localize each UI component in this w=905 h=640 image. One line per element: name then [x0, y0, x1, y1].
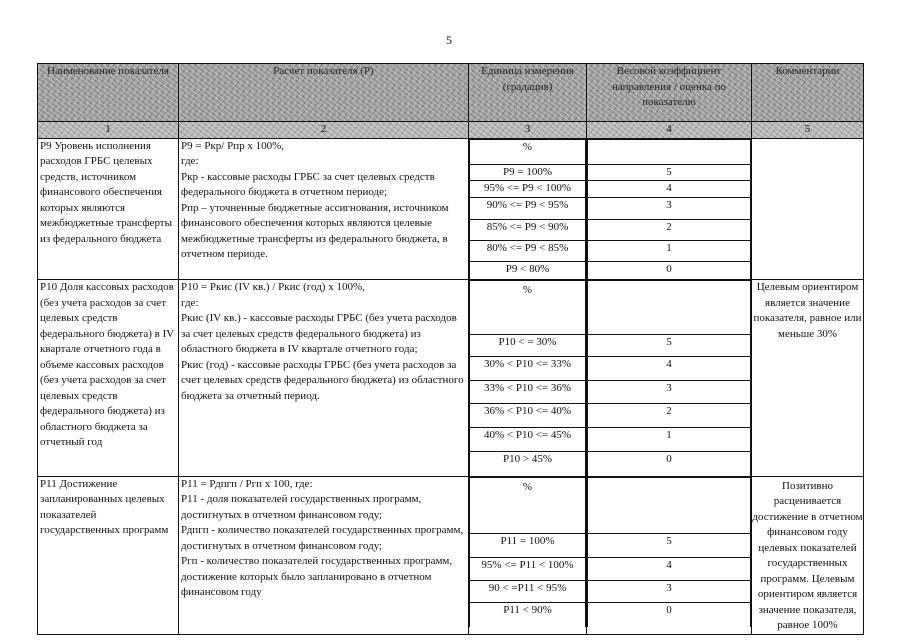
- comment-cell: [752, 280, 864, 477]
- grade-range: Р10 > 45%: [470, 452, 586, 476]
- column-number-row: [38, 122, 864, 139]
- unit-label: %: [470, 139, 586, 164]
- grade-score: 5: [588, 164, 751, 181]
- grade-score: 0: [588, 602, 751, 627]
- grade-range: 90 < =Р11 < 95%: [470, 580, 586, 602]
- score-cell: [587, 138, 752, 280]
- calculation-cell: [179, 476, 469, 634]
- score-list: [587, 477, 751, 628]
- grade-score: 4: [588, 357, 751, 381]
- score-cell: [587, 476, 752, 634]
- grade-list: [469, 280, 586, 476]
- comment-cell: [752, 476, 864, 634]
- grade-score: 5: [588, 533, 751, 557]
- comment-cell: [752, 138, 864, 280]
- indicator-name-cell: [38, 280, 179, 477]
- table-row: [38, 476, 864, 634]
- header-calculation: Расчет показателя (Р): [179, 64, 469, 122]
- score-blank: [588, 281, 751, 335]
- grade-range: 33% < Р10 <= 36%: [470, 381, 586, 404]
- calculation-cell: [179, 280, 469, 477]
- unit-label: %: [470, 477, 586, 533]
- indicator-name: Р9 Уровень исполнения расходов ГРБС целевых средств, источником финансового обеспечения которых являются межбюджетные трансферты из федерального бюджета: [40, 139, 172, 245]
- header-comments: Комментарии: [752, 64, 864, 122]
- indicator-name-cell: [38, 138, 179, 280]
- score-blank: [588, 477, 751, 533]
- table-row: [38, 138, 864, 280]
- grade-score: 1: [588, 428, 751, 452]
- grade-range: Р9 < 80%: [470, 261, 586, 279]
- grade-score: 4: [588, 181, 751, 198]
- page-number: 5: [446, 33, 452, 47]
- calculation-text: Р11 = Рдпгп / Ргп х 100, где: Р11 - доля показателей государственных программ, достигнутых в отчетном финансовом году; Рдпгп - количество показателей государственных программ, достигнутых в отчетном финансовом году; Ргп - количество показателей государственных программ, достижение которых было запланировано в отчетном финансовом году: [181, 477, 464, 598]
- grade-score: 4: [588, 557, 751, 580]
- grade-score: 3: [588, 197, 751, 219]
- header-indicator-name: Наименование показателя: [38, 64, 179, 122]
- header-unit: Единица измерения (градация): [469, 64, 587, 122]
- grade-range: 30% < Р10 <= 33%: [470, 357, 586, 381]
- column-number: 4: [587, 122, 752, 139]
- grade-range: 90% <= Р9 < 95%: [470, 197, 586, 219]
- grade-score: 2: [588, 219, 751, 240]
- indicator-name: Р11 Достижение запланированных целевых показателей государственных программ: [40, 477, 169, 536]
- grade-score: 2: [588, 404, 751, 428]
- header-row: [38, 64, 864, 122]
- indicator-name: Р10 Доля кассовых расходов (без учета расходов за счет целевых средств федерального бюджета) в IV квартале отчетного года в объеме кассовых расходов (без учета расходов за счет целевых средств федерального бюджета) из областного бюджета за отчетный год: [40, 281, 174, 448]
- unit-label: %: [470, 281, 586, 335]
- calculation-text: Р10 = Ркис (IV кв.) / Ркис (год) х 100%, где: Ркис (IV кв.) - кассовые расходы ГРБС (без учета расходов за счет целевых средств федерального бюджета) из областного бюджета в IV квартале отчетного года; Ркис (год) - кассовые расходы ГРБС (без учета расходов за счет целевых средств федерального бюджета) из областного бюджета за отчетный период.: [181, 281, 464, 402]
- calculation-text: Р9 = Ркр/ Рпр х 100%, где: Ркр - кассовые расходы ГРБС за счет целевых средств федерального бюджета в отчетном периоде; Рпр – уточненные бюджетные ассигнования, источником финансового обеспечения которых являются целевые межбюджетные трансферты из федерального бюджета, в отчетном периоде.: [181, 139, 449, 260]
- column-number: 5: [752, 122, 864, 139]
- grade-score: 0: [588, 452, 751, 476]
- grade-range: Р11 < 90%: [470, 602, 586, 627]
- grade-range: Р11 = 100%: [470, 533, 586, 557]
- score-cell: [587, 280, 752, 477]
- grade-range: 85% <= Р9 < 90%: [470, 219, 586, 240]
- column-number: 3: [469, 122, 587, 139]
- grade-score: 3: [588, 580, 751, 602]
- unit-cell: [469, 138, 587, 280]
- column-number: 1: [38, 122, 179, 139]
- grade-range: 80% <= Р9 < 85%: [470, 240, 586, 261]
- header-weight-score: Весовой коэффициент направления / оценка по показателю: [587, 64, 752, 122]
- calculation-cell: [179, 138, 469, 280]
- grade-range: 36% < Р10 <= 40%: [470, 404, 586, 428]
- grade-list: [469, 477, 586, 628]
- table-row: [38, 280, 864, 477]
- grade-score: 5: [588, 335, 751, 357]
- score-list: [587, 139, 751, 280]
- grade-range: 95% <= Р9 < 100%: [470, 181, 586, 198]
- grade-range: Р10 < = 30%: [470, 335, 586, 357]
- score-blank: [588, 139, 751, 164]
- indicator-name-cell: [38, 476, 179, 634]
- grade-score: 0: [588, 261, 751, 279]
- comment-text: Целевым ориентиром является значение показателя, равное или меньше 30%: [753, 281, 862, 340]
- unit-cell: [469, 476, 587, 634]
- comment-text: Позитивно расценивается достижение в отчетном финансовом году целевых показателей государственных программ. Целевым ориентиром является значение показателя, равное 100%: [752, 479, 863, 631]
- column-number: 2: [179, 122, 469, 139]
- unit-cell: [469, 280, 587, 477]
- grade-score: 1: [588, 240, 751, 261]
- indicators-table: [37, 63, 864, 635]
- score-list: [587, 280, 751, 476]
- grade-score: 3: [588, 381, 751, 404]
- grade-range: 95% <= Р11 < 100%: [470, 557, 586, 580]
- grade-range: 40% < Р10 <= 45%: [470, 428, 586, 452]
- grade-list: [469, 139, 586, 280]
- grade-range: Р9 = 100%: [470, 164, 586, 181]
